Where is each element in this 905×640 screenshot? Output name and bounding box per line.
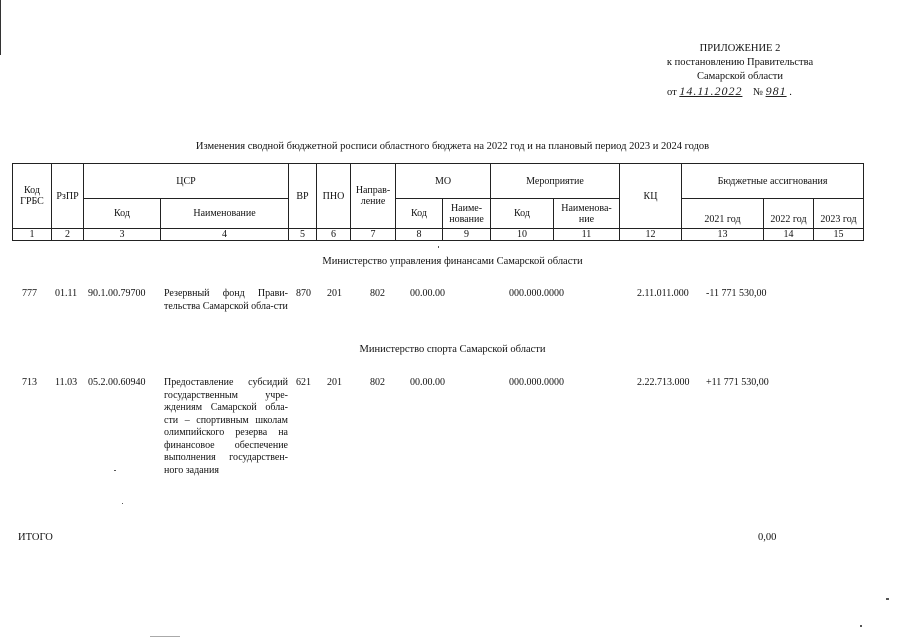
scan-speck [114,470,116,471]
col-budget: Бюджетные ассигнования [682,164,864,199]
col-pno: ПНО [317,164,351,229]
col-2021: 2021 год [682,199,764,229]
total-label: ИТОГО [18,532,53,543]
col-2023: 2023 год [814,199,864,229]
column-number: 12 [620,229,682,241]
column-number: 4 [161,229,289,241]
col-meropriyatie: Мероприятие [491,164,620,199]
col-2022: 2022 год [764,199,814,229]
row-grbs: 777 [22,288,37,299]
appendix-block [640,42,840,100]
scan-speck [438,246,439,248]
scan-speck [886,598,889,600]
row-name: Резервный фонд Прави-тельства Самарской обла-сти [164,288,288,312]
col-mer-name: Наименова-ние [554,199,620,229]
column-number: 15 [814,229,864,241]
scan-speck [150,636,180,637]
row-rzpr: 11.03 [55,377,78,388]
col-csr-name: Наименование [161,199,289,229]
row-kc: 2.11.011.000 [637,288,689,299]
col-kod-grbs: Код ГРБС [13,164,52,229]
document-title: Изменения сводной бюджетной росписи областного бюджета на 2022 год и на плановый период 2023 и 2024 годов [195,141,710,152]
column-number: 10 [491,229,554,241]
date-prefix: от [667,87,677,98]
col-mer-kod: Код [491,199,554,229]
row-mer: 000.000.0000 [509,377,564,388]
column-number: 9 [443,229,491,241]
section-title: Министерство спорта Самарской области [359,344,546,355]
appendix-region: Самарской области [697,71,783,82]
scan-speck [122,503,123,504]
appendix-title: ПРИЛОЖЕНИЕ 2 [699,43,781,54]
total-value: 0,00 [758,532,777,543]
col-csr-kod: Код [84,199,161,229]
col-mo-name: Наиме-нование [443,199,491,229]
row-amount: -11 771 530,00 [706,288,767,299]
column-number: 6 [317,229,351,241]
col-csr: ЦСР [84,164,289,199]
margin-line [0,0,1,55]
row-vr: 870 [296,288,311,299]
row-mer: 000.000.0000 [509,288,564,299]
column-number: 3 [84,229,161,241]
header-table [12,163,864,241]
column-number: 2 [52,229,84,241]
row-napr: 802 [370,288,385,299]
appendix-date-line: от 14.11.2022 № 981 . [667,84,792,98]
appendix-ref: к постановлению Правительства [666,57,814,68]
row-napr: 802 [370,377,385,388]
row-kc: 2.22.713.000 [637,377,690,388]
col-kc: КЦ [620,164,682,229]
col-mo-kod: Код [396,199,443,229]
row-mo: 00.00.00 [410,288,445,299]
column-number: 14 [764,229,814,241]
date-value: 14.11.2022 [679,84,743,98]
col-napravlenie: Направ-ление [351,164,396,229]
row-csr: 90.1.00.79700 [88,288,146,299]
row-name: Предоставление субсидий государственным учре-ждениям Самарской обла-сти – спортивным школам олимпийского резерва на финансовое обеспечение выполнения государствен-ного задания [164,377,288,476]
col-mo: МО [396,164,491,199]
row-grbs: 713 [22,377,37,388]
column-number: 5 [289,229,317,241]
column-number: 13 [682,229,764,241]
column-numbers-row [13,229,864,241]
column-number: 11 [554,229,620,241]
number-value: 981 [765,84,787,98]
scan-speck [860,625,862,627]
row-pno: 201 [327,288,342,299]
col-vr: ВР [289,164,317,229]
row-pno: 201 [327,377,342,388]
row-vr: 621 [296,377,311,388]
column-number: 1 [13,229,52,241]
row-csr: 05.2.00.60940 [88,377,146,388]
section-title: Министерство управления финансами Самарской области [322,256,583,267]
row-rzpr: 01.11 [55,288,78,299]
row-amount: +11 771 530,00 [706,377,769,388]
row-mo: 00.00.00 [410,377,445,388]
column-number: 7 [351,229,396,241]
number-prefix: № [752,87,763,98]
col-rzpr: РзПР [52,164,84,229]
column-number: 8 [396,229,443,241]
